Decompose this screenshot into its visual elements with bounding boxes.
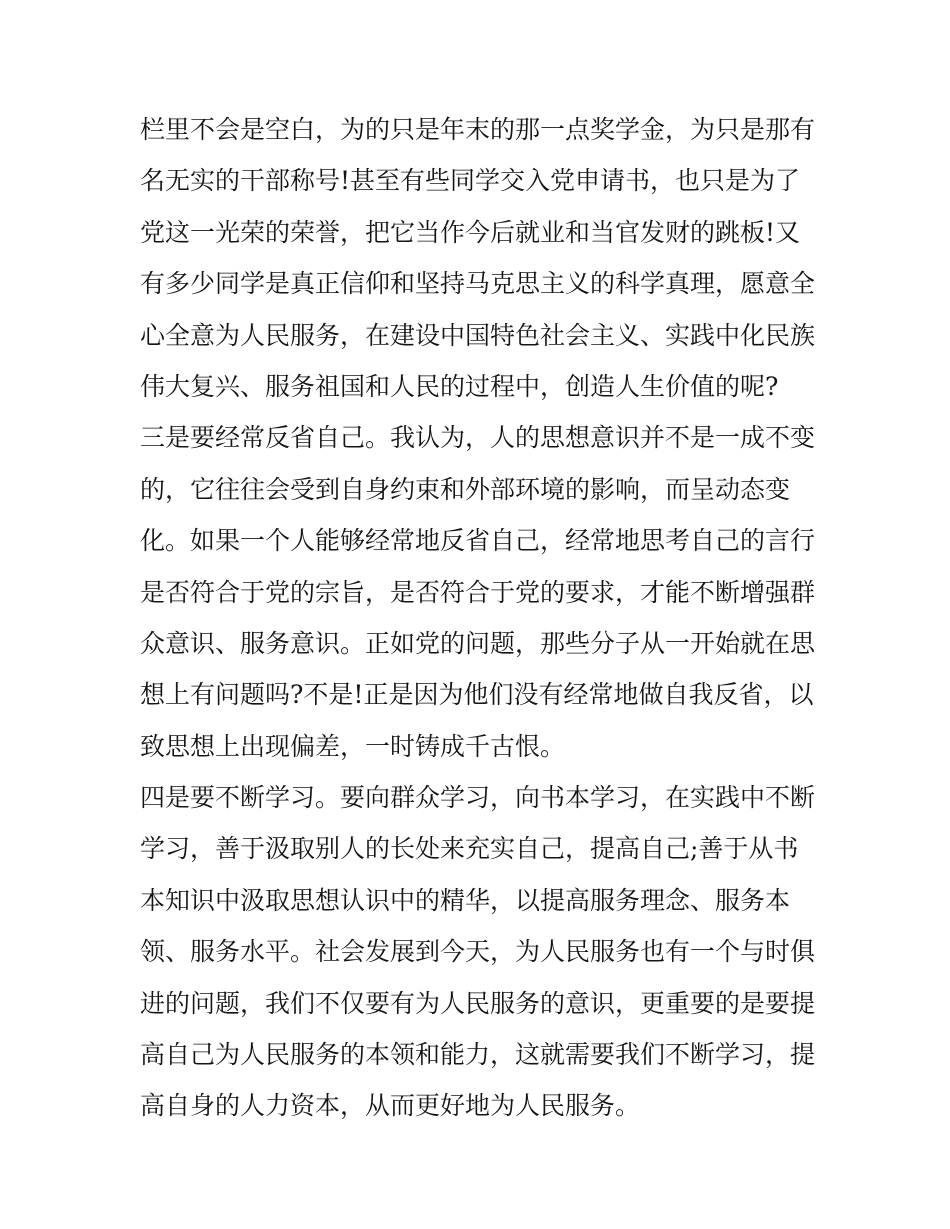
text-line: 有多少同学是真正信仰和坚持马克思主义的科学真理，愿意全 <box>140 269 816 299</box>
text-line: 致思想上出现偏差，一时铸成千古恨。 <box>140 731 566 761</box>
text-line: 高自己为人民服务的本领和能力，这就需要我们不断学习，提 <box>140 1040 816 1070</box>
text-line: 是否符合于党的宗旨，是否符合于党的要求，才能不断增强群 <box>140 577 816 607</box>
text-line: 领、服务水平。社会发展到今天，为人民服务也有一个与时俱 <box>140 937 816 967</box>
text-line: 化。如果一个人能够经常地反省自己，经常地思考自己的言行 <box>140 526 816 556</box>
text-line: 四是要不断学习。要向群众学习，向书本学习，在实践中不断 <box>140 783 816 813</box>
text-line: 伟大复兴、服务祖国和人民的过程中，创造人生价值的呢? <box>140 371 779 401</box>
text-line: 党这一光荣的荣誉，把它当作今后就业和当官发财的跳板!又 <box>140 217 801 247</box>
text-line: 的，它往往会受到自身约束和外部环境的影响，而呈动态变 <box>140 474 791 504</box>
text-line: 想上有问题吗?不是!正是因为他们没有经常地做自我反省，以 <box>140 680 814 710</box>
body-text <box>140 104 820 1132</box>
text-line: 众意识、服务意识。正如党的问题，那些分子从一开始就在思 <box>140 628 816 658</box>
text-line: 学习，善于汲取别人的长处来充实自己，提高自己;善于从书 <box>140 834 799 864</box>
text-line: 名无实的干部称号!甚至有些同学交入党申请书，也只是为了 <box>140 166 801 196</box>
text-line: 三是要经常反省自己。我认为，人的思想意识并不是一成不变 <box>140 423 816 453</box>
text-line: 高自身的人力资本，从而更好地为人民服务。 <box>140 1091 641 1121</box>
text-line: 栏里不会是空白，为的只是年末的那一点奖学金，为只是那有 <box>140 115 816 144</box>
text-line: 进的问题，我们不仅要有为人民服务的意识，更重要的是要提 <box>140 988 816 1018</box>
text-line: 心全意为人民服务，在建设中国特色社会主义、实践中化民族 <box>140 320 816 350</box>
text-line: 本知识中汲取思想认识中的精华，以提高服务理念、服务本 <box>140 885 791 915</box>
